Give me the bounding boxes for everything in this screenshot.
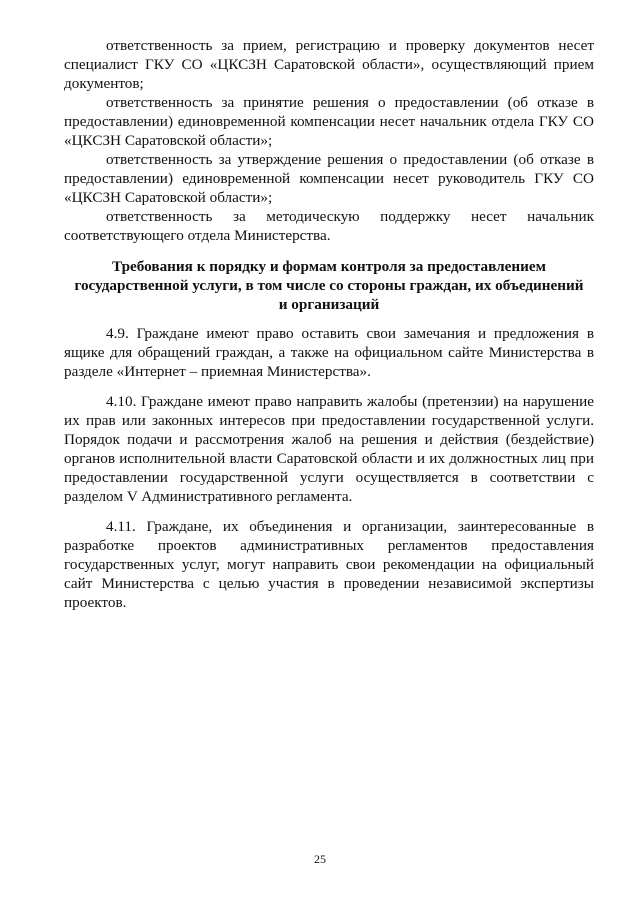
section-heading-line: Требования к порядку и формам контроля за предоставлением bbox=[112, 258, 546, 275]
responsibility-item: ответственность за принятие решения о предоставлении (об отказе в предоставлении) единовременной компенсации несет начальник отдела ГКУ СО «ЦКСЗН Саратовской области»; bbox=[64, 94, 594, 149]
page-number: 25 bbox=[314, 852, 326, 866]
section-heading bbox=[64, 257, 594, 314]
paragraph-4-11: 4.11. Граждане, их объединения и организации, заинтересованные в разработке проектов административных регламентов предоставления государственных услуг, могут направить свои рекомендации на официальный сайт Министерства с целью участия в проведении независимой экспертизы проектов. bbox=[64, 518, 594, 611]
responsibility-item: ответственность за утверждение решения о предоставлении (об отказе в предоставлении) единовременной компенсации несет руководитель ГКУ СО «ЦКСЗН Саратовской области»; bbox=[64, 151, 594, 206]
paragraph-4-9: 4.9. Граждане имеют право оставить свои замечания и предложения в ящике для обращений граждан, а также на официальном сайте Министерства в разделе «Интернет – приемная Министерства». bbox=[64, 325, 594, 380]
responsibility-item: ответственность за прием, регистрацию и проверку документов несет специалист ГКУ СО «ЦКСЗН Саратовской области», осуществляющий прием документов; bbox=[64, 37, 594, 92]
section-heading-line: государственной услуги, в том числе со стороны граждан, их объединений bbox=[74, 277, 584, 294]
responsibility-item: ответственность за методическую поддержку несет начальник соответствующего отдела Министерства. bbox=[64, 208, 594, 244]
section-heading-line: и организаций bbox=[278, 296, 380, 313]
paragraph-4-10: 4.10. Граждане имеют право направить жалобы (претензии) на нарушение их прав или законных интересов при предоставлении государственной услуги. Порядок подачи и рассмотрения жалоб на решения и действия (бездействие) органов исполнительной власти Саратовской области и их должностных лиц при предоставлении государственной услуги осуществляется в соответствии с разделом V Административного регламента. bbox=[64, 393, 594, 505]
